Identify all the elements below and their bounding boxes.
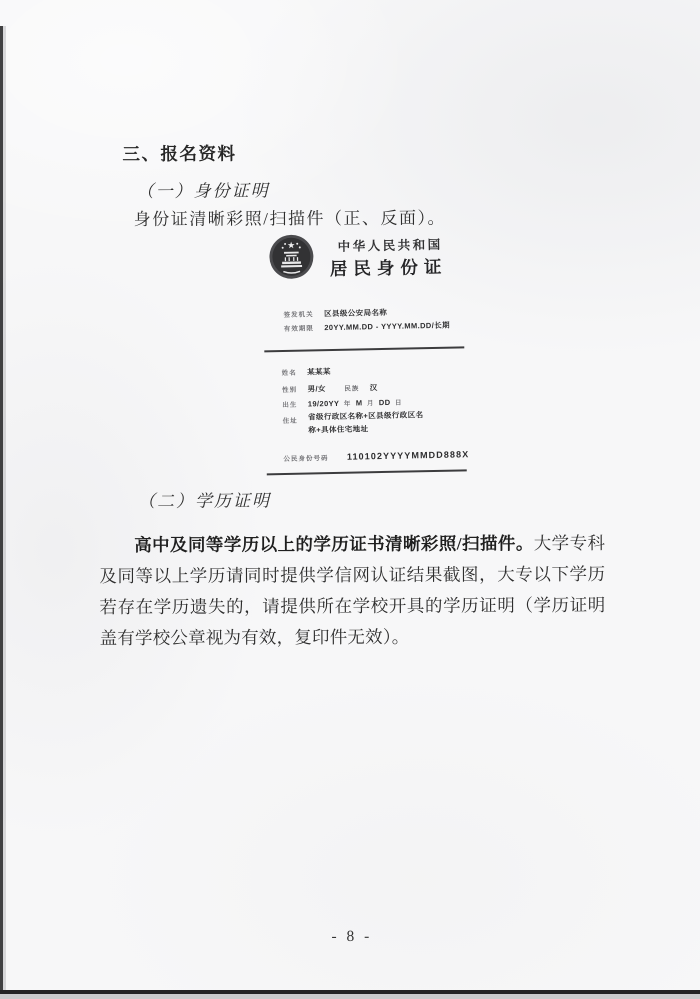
scan-edge-bottom-margin	[0, 994, 700, 999]
birth-year-suffix: 年	[343, 400, 352, 408]
scan-edge-left-shadow	[3, 26, 6, 999]
education-heading: （二）学历证明	[137, 491, 272, 511]
card-name-title: 居民身份证	[329, 256, 448, 280]
identity-heading: （一）身份证明	[136, 181, 270, 201]
china-national-emblem-icon	[268, 233, 315, 280]
sex-label: 性别	[282, 386, 298, 395]
card-id-number-row	[283, 444, 469, 466]
card-address-row	[282, 407, 428, 436]
card-separator-line	[264, 346, 464, 352]
name-label: 姓名	[281, 369, 297, 378]
ethnicity-label: 民族	[344, 385, 360, 393]
id-card-sample-image	[262, 222, 469, 478]
id-number-label: 公民身份号码	[283, 455, 329, 463]
page-number: - 8 -	[331, 927, 373, 946]
issuer-value: 区县级公安局名称	[323, 307, 388, 319]
section-title: 三、报名资料	[122, 143, 237, 164]
address-line1: 省级行政区名称+区县级行政区名	[308, 410, 424, 422]
validity-value: 20YY.MM.DD - YYYY.MM.DD/长期	[324, 320, 451, 333]
issuer-label: 签发机关	[283, 311, 314, 319]
education-lead-bold: 高中及同等学历以上的学历证书清晰彩照/扫描件。	[134, 532, 534, 555]
ethnicity-value: 汉	[369, 383, 378, 393]
scan-edge-left	[0, 26, 3, 999]
birth-day-value: DD	[378, 397, 391, 408]
education-paragraph	[99, 527, 606, 653]
sex-value: 男/女	[307, 384, 326, 394]
card-validity-row	[284, 315, 450, 336]
birth-month-suffix: 月	[366, 400, 375, 408]
card-country-title: 中华人民共和国	[337, 237, 443, 254]
birth-day-suffix: 日	[394, 399, 403, 407]
education-lead-rest: 大学专科及同等以上学历请同时提供学信网认证结果截图，大专以下学历若存在学历遗失的，请提供所在学校开具的学历证明（学历证明盖有学校公章视为有效，复印件无效）。	[99, 532, 606, 648]
address-line2: 称+具体住宅地址	[308, 424, 369, 435]
name-value: 某某某	[307, 367, 331, 377]
birth-month-value: M	[355, 398, 363, 408]
validity-label: 有效期限	[283, 325, 314, 333]
id-number-value: 110102YYYYMMDD888X	[346, 449, 470, 462]
card-separator-line-bottom	[267, 469, 467, 475]
identity-body-text: 身份证清晰彩照/扫描件（正、反面）。	[133, 208, 447, 229]
birth-label: 出生	[282, 401, 298, 410]
address-label: 住址	[282, 417, 298, 426]
birth-year-value: 19/20YY	[307, 398, 340, 409]
